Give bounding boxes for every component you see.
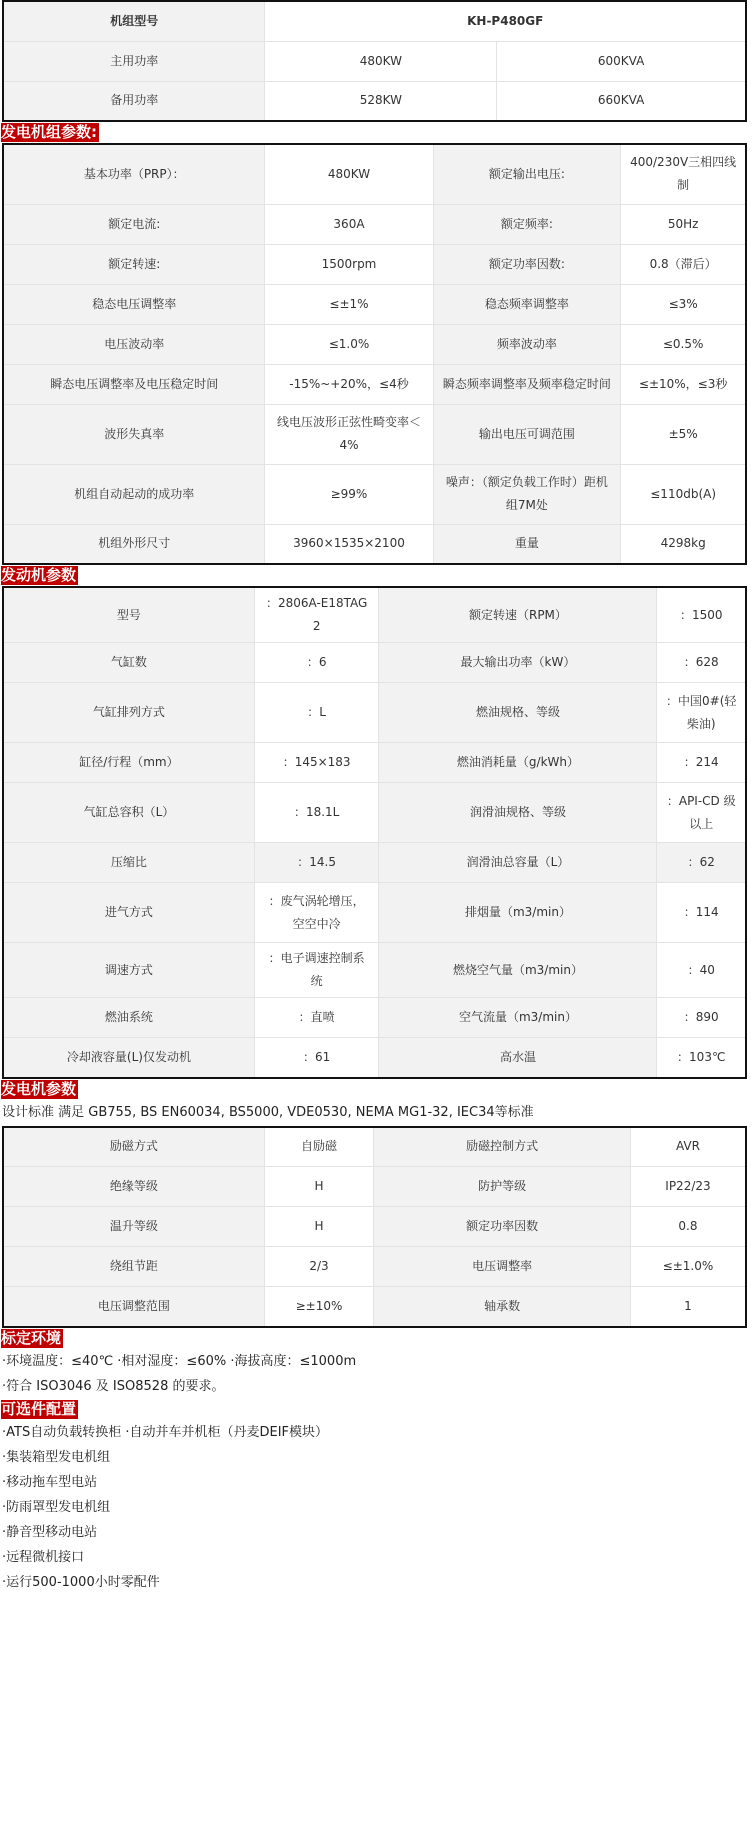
list-item: ·防雨罩型发电机组 (2, 1499, 111, 1515)
param-value: ≤±1.0% (630, 1247, 746, 1287)
param-value: ≥±10% (264, 1287, 374, 1327)
param-value: ：890 (657, 998, 746, 1038)
param-label: 调速方式 (3, 943, 254, 998)
prime-power-label: 主用功率 (3, 41, 265, 81)
list-item: ·运行500-1000小时零配件 (2, 1574, 160, 1590)
param-label: 排烟量（m3/min） (379, 883, 657, 943)
table-row (3, 1287, 746, 1327)
model-power-table (2, 0, 747, 122)
param-label: 额定转速（RPM） (379, 587, 657, 643)
standby-power-kva: 660KVA (497, 81, 746, 121)
param-label: 重量 (433, 524, 621, 564)
param-label: 气缸总容积（L） (3, 783, 254, 843)
table-row (3, 1167, 746, 1207)
param-label: 基本功率（PRP）： (3, 144, 265, 204)
param-value: 0.8（滞后） (621, 244, 746, 284)
param-value: 自励磁 (264, 1127, 374, 1167)
param-label: 润滑油总容量（L） (379, 843, 657, 883)
table-row (3, 204, 746, 244)
param-label: 冷却液容量(L)仅发动机 (3, 1038, 254, 1078)
param-value: ：2806A-E18TAG2 (254, 587, 379, 643)
param-label: 额定输出电压: (433, 144, 621, 204)
param-label: 励磁控制方式 (374, 1127, 631, 1167)
table-row (3, 1038, 746, 1078)
param-value: ≤1.0% (265, 324, 433, 364)
param-value: ：14.5 (254, 843, 379, 883)
standby-power-label: 备用功率 (3, 81, 265, 121)
standby-power-kw: 528KW (265, 81, 497, 121)
param-label: 瞬态电压调整率及电压稳定时间 (3, 364, 265, 404)
param-value: 1 (630, 1287, 746, 1327)
param-value: -15%~+20%，≤4秒 (265, 364, 433, 404)
param-label: 气缸排列方式 (3, 683, 254, 743)
param-label: 燃油系统 (3, 998, 254, 1038)
param-label: 防护等级 (374, 1167, 631, 1207)
param-value: ：1500 (657, 587, 746, 643)
param-value: ：L (254, 683, 379, 743)
param-label: 绕组节距 (3, 1247, 264, 1287)
table-row (3, 324, 746, 364)
param-label: 额定电流: (3, 204, 265, 244)
param-label: 电压调整率 (374, 1247, 631, 1287)
prime-power-kw: 480KW (265, 41, 497, 81)
param-value: ：中国0#(轻柴油) (657, 683, 746, 743)
list-item: ·静音型移动电站 (2, 1524, 98, 1540)
engine-parameters-table (2, 586, 747, 1079)
table-row (3, 1247, 746, 1287)
param-value: ：API-CD 级以上 (657, 783, 746, 843)
param-label: 绝缘等级 (3, 1167, 264, 1207)
list-item: ·环境温度：≤40℃ ·相对湿度：≤60% ·海拔高度：≤1000m (2, 1353, 357, 1369)
param-value: 1500rpm (265, 244, 433, 284)
param-value: ≥99% (265, 464, 433, 524)
param-value: ：214 (657, 743, 746, 783)
param-label: 噪声：（额定负载工作时）距机组7M处 (433, 464, 621, 524)
options-list (1, 1420, 749, 1595)
param-value: ≤110db(A) (621, 464, 746, 524)
section-heading-options: 可选件配置 (1, 1399, 77, 1418)
table-row (3, 643, 746, 683)
table-row (3, 524, 746, 564)
param-value: ：628 (657, 643, 746, 683)
param-label: 型号 (3, 587, 254, 643)
table-row (3, 81, 746, 121)
table-row (3, 883, 746, 943)
table-row (3, 364, 746, 404)
param-label: 频率波动率 (433, 324, 621, 364)
param-label: 额定转速: (3, 244, 265, 284)
param-value: 480KW (265, 144, 433, 204)
param-label: 最大输出功率（kW） (379, 643, 657, 683)
param-label: 机组自动起动的成功率 (3, 464, 265, 524)
table-row (3, 683, 746, 743)
param-label: 额定频率: (433, 204, 621, 244)
table-row (3, 783, 746, 843)
param-label: 燃油规格、等级 (379, 683, 657, 743)
param-label: 润滑油规格、等级 (379, 783, 657, 843)
table-row (3, 404, 746, 464)
param-value: ±5% (621, 404, 746, 464)
param-value: ：电子调速控制系统 (254, 943, 379, 998)
environment-list (1, 1349, 749, 1399)
param-label: 高水温 (379, 1038, 657, 1078)
section-heading-generator: 发电机参数 (1, 1079, 77, 1098)
list-item: ·符合 ISO3046 及 ISO8528 的要求。 (2, 1378, 225, 1394)
param-value: ：145×183 (254, 743, 379, 783)
param-value: ：62 (657, 843, 746, 883)
param-value: ≤3% (621, 284, 746, 324)
param-label: 压缩比 (3, 843, 254, 883)
list-item: ·集装箱型发电机组 (2, 1449, 111, 1465)
param-label: 进气方式 (3, 883, 254, 943)
design-standard-text: 设计标准 满足 GB755, BS EN60034, BS5000, VDE0530, NEMA MG1-32, IEC34等标准 (2, 1104, 534, 1120)
table-row (3, 943, 746, 998)
param-value: ：61 (254, 1038, 379, 1078)
param-value: ：103℃ (657, 1038, 746, 1078)
table-row (3, 1207, 746, 1247)
param-value: ：40 (657, 943, 746, 998)
section-heading-environment: 标定环境 (1, 1328, 62, 1347)
param-label: 气缸数 (3, 643, 254, 683)
param-value: ≤±1% (265, 284, 433, 324)
param-value: ：6 (254, 643, 379, 683)
param-value: ：18.1L (254, 783, 379, 843)
table-row (3, 843, 746, 883)
prime-power-kva: 600KVA (497, 41, 746, 81)
param-value: ：废气涡轮增压，空空中冷 (254, 883, 379, 943)
param-label: 输出电压可调范围 (433, 404, 621, 464)
param-value: 4298kg (621, 524, 746, 564)
param-label: 温升等级 (3, 1207, 264, 1247)
table-row (3, 998, 746, 1038)
param-label: 电压波动率 (3, 324, 265, 364)
param-value: 0.8 (630, 1207, 746, 1247)
param-label: 轴承数 (374, 1287, 631, 1327)
param-value: 线电压波形正弦性畸变率＜4% (265, 404, 433, 464)
param-value: H (264, 1167, 374, 1207)
param-value: 3960×1535×2100 (265, 524, 433, 564)
param-value: 400/230V三相四线制 (621, 144, 746, 204)
model-value: KH-P480GF (265, 1, 746, 41)
param-label: 波形失真率 (3, 404, 265, 464)
param-label: 稳态频率调整率 (433, 284, 621, 324)
param-label: 空气流量（m3/min） (379, 998, 657, 1038)
param-value: AVR (630, 1127, 746, 1167)
table-row (3, 464, 746, 524)
param-label: 额定功率因数 (374, 1207, 631, 1247)
param-label: 缸径/行程（mm） (3, 743, 254, 783)
param-label: 燃油消耗量（g/kWh） (379, 743, 657, 783)
param-label: 燃烧空气量（m3/min） (379, 943, 657, 998)
param-value: ≤±10%，≤3秒 (621, 364, 746, 404)
param-value: 50Hz (621, 204, 746, 244)
param-value: 360A (265, 204, 433, 244)
param-label: 瞬态频率调整率及频率稳定时间 (433, 364, 621, 404)
table-row (3, 144, 746, 204)
table-row (3, 1127, 746, 1167)
param-value: ：114 (657, 883, 746, 943)
param-value: H (264, 1207, 374, 1247)
section-heading-genset: 发电机组参数: (1, 123, 97, 141)
genset-parameters-table (2, 143, 747, 565)
section-heading-engine: 发动机参数 (1, 566, 77, 584)
param-label: 额定功率因数: (433, 244, 621, 284)
param-value: ≤0.5% (621, 324, 746, 364)
table-row (3, 41, 746, 81)
table-row (3, 284, 746, 324)
table-row (3, 743, 746, 783)
param-label: 励磁方式 (3, 1127, 264, 1167)
list-item: ·远程微机接口 (2, 1549, 85, 1565)
param-label: 电压调整范围 (3, 1287, 264, 1327)
model-label: 机组型号 (3, 1, 265, 41)
generator-parameters-table (2, 1126, 747, 1328)
param-label: 机组外形尺寸 (3, 524, 265, 564)
param-value: IP22/23 (630, 1167, 746, 1207)
list-item: ·移动拖车型电站 (2, 1474, 98, 1490)
param-value: 2/3 (264, 1247, 374, 1287)
param-value: ：直喷 (254, 998, 379, 1038)
list-item: ·ATS自动负载转换柜 ·自动并车并机柜（丹麦DEIF模块） (2, 1424, 329, 1440)
table-row (3, 244, 746, 284)
table-row (3, 587, 746, 643)
param-label: 稳态电压调整率 (3, 284, 265, 324)
